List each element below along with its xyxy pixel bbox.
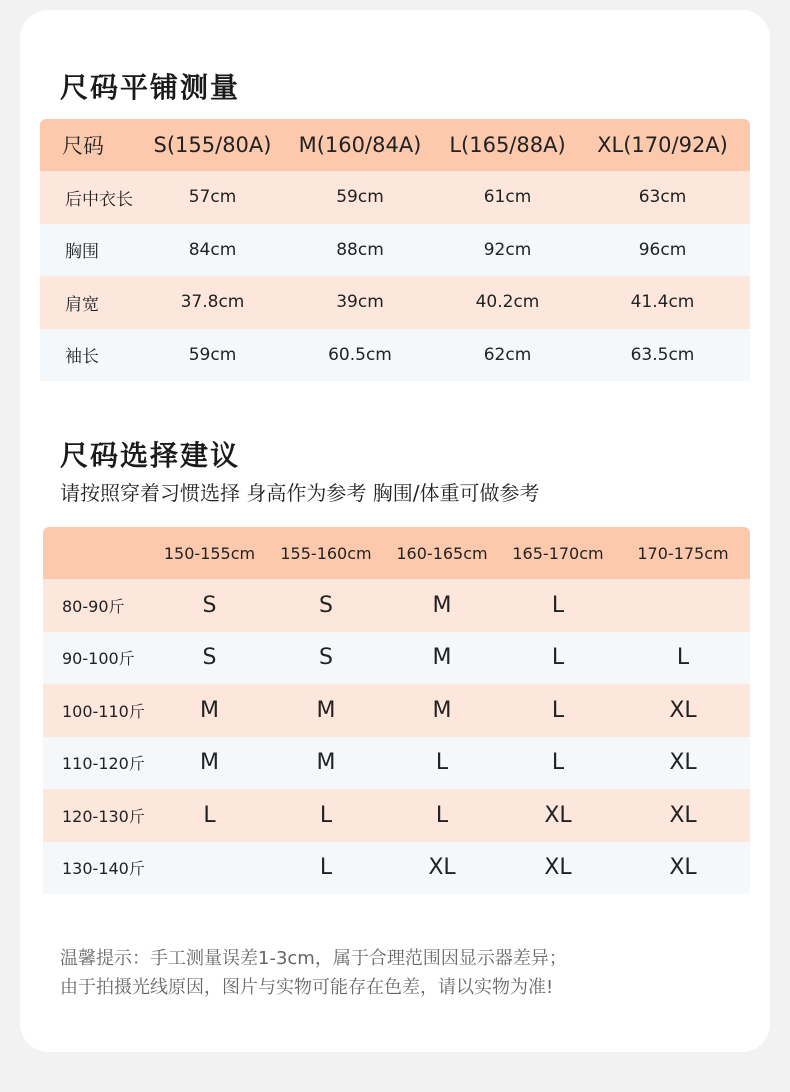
table-row xyxy=(43,737,750,790)
header-cell: XL(170/92A) xyxy=(597,133,728,157)
row-label: 胸围 xyxy=(65,242,99,263)
size-chart-card xyxy=(20,10,770,1052)
table-row xyxy=(43,579,750,632)
table-cell: L xyxy=(551,750,565,776)
row-label: 肩宽 xyxy=(65,294,99,315)
table-cell: L xyxy=(435,750,449,776)
table-cell: S xyxy=(202,592,217,618)
table-cell: 96cm xyxy=(638,239,687,260)
row-label: 80-90斤 xyxy=(62,596,125,616)
table-cell: 40.2cm xyxy=(475,292,540,313)
table-cell: 39cm xyxy=(336,292,384,313)
table-cell: 59cm xyxy=(188,344,237,365)
table-row xyxy=(40,276,750,329)
header-cell: 160-165cm xyxy=(396,543,488,563)
table-cell: XL xyxy=(544,802,572,828)
table-cell: 61cm xyxy=(483,187,532,208)
row-label: 110-120斤 xyxy=(62,754,145,774)
table-cell: M xyxy=(432,592,452,618)
table-cell: 92cm xyxy=(483,239,532,260)
table-cell: 62cm xyxy=(483,344,532,365)
header-cell: 165-170cm xyxy=(512,543,604,563)
warm-tip-line: 温馨提示：手工测量误差1-3cm，属于合理范围因显示器差异； xyxy=(60,948,567,969)
header-cell: S(155/80A) xyxy=(153,133,272,157)
advice-header-row xyxy=(43,527,750,579)
table-cell: M xyxy=(432,697,452,723)
table-cell: L xyxy=(203,802,216,828)
table-row xyxy=(43,684,750,737)
table-cell: S xyxy=(202,645,217,671)
advice-subtitle: 请按照穿着习惯选择 身高作为参考 胸围/体重可做参考 xyxy=(60,481,540,505)
table-cell: 63cm xyxy=(638,187,687,208)
table-row xyxy=(43,842,750,895)
advice-title: 尺码选择建议 xyxy=(60,439,241,472)
header-cell: 150-155cm xyxy=(163,543,256,563)
table-cell: L xyxy=(435,802,449,828)
table-row xyxy=(40,224,750,277)
table-cell: 37.8cm xyxy=(180,292,245,313)
header-cell: 155-160cm xyxy=(280,543,372,563)
table-cell: XL xyxy=(428,855,456,881)
table-cell: M xyxy=(200,750,219,776)
table-row xyxy=(43,632,750,685)
measure-header-row xyxy=(40,119,750,171)
table-cell: 63.5cm xyxy=(630,344,695,365)
table-cell: 41.4cm xyxy=(630,292,695,313)
table-cell: 88cm xyxy=(336,239,384,260)
table-cell: 57cm xyxy=(188,187,237,208)
row-label: 后中衣长 xyxy=(65,189,133,210)
table-cell: 84cm xyxy=(188,239,237,260)
row-label: 130-140斤 xyxy=(62,859,145,879)
table-cell: M xyxy=(316,750,336,776)
warm-tip xyxy=(60,944,740,1002)
table-cell: XL xyxy=(669,855,697,881)
measure-table xyxy=(40,119,750,381)
row-label: 120-130斤 xyxy=(62,806,145,826)
table-cell: L xyxy=(551,592,565,618)
header-cell: 170-175cm xyxy=(637,543,729,563)
table-cell: M xyxy=(316,697,336,723)
table-cell: S xyxy=(319,645,333,671)
table-row xyxy=(43,789,750,842)
advice-table xyxy=(43,527,750,894)
table-cell: S xyxy=(319,592,333,618)
table-cell: L xyxy=(551,645,565,671)
table-cell: M xyxy=(432,645,452,671)
table-cell: L xyxy=(551,697,565,723)
warm-tip-line: 由于拍摄光线原因，图片与实物可能存在色差，请以实物为准! xyxy=(60,977,554,998)
table-cell: L xyxy=(319,855,333,881)
row-label: 100-110斤 xyxy=(62,701,145,721)
header-cell: M(160/84A) xyxy=(298,133,422,157)
table-cell: 60.5cm xyxy=(328,344,392,365)
table-cell: XL xyxy=(669,697,697,723)
table-cell: XL xyxy=(669,802,697,828)
table-row xyxy=(40,171,750,224)
row-label: 90-100斤 xyxy=(62,649,135,669)
table-cell: XL xyxy=(669,750,697,776)
table-cell: L xyxy=(319,802,333,828)
header-cell: 尺码 xyxy=(62,134,104,158)
header-cell: L(165/88A) xyxy=(449,133,566,157)
row-label: 袖长 xyxy=(65,347,99,368)
table-cell: XL xyxy=(544,855,572,881)
measure-title: 尺码平铺测量 xyxy=(60,71,241,104)
table-cell: L xyxy=(676,645,690,671)
table-row xyxy=(40,329,750,382)
table-cell: 59cm xyxy=(336,187,384,208)
table-cell: M xyxy=(200,697,219,723)
